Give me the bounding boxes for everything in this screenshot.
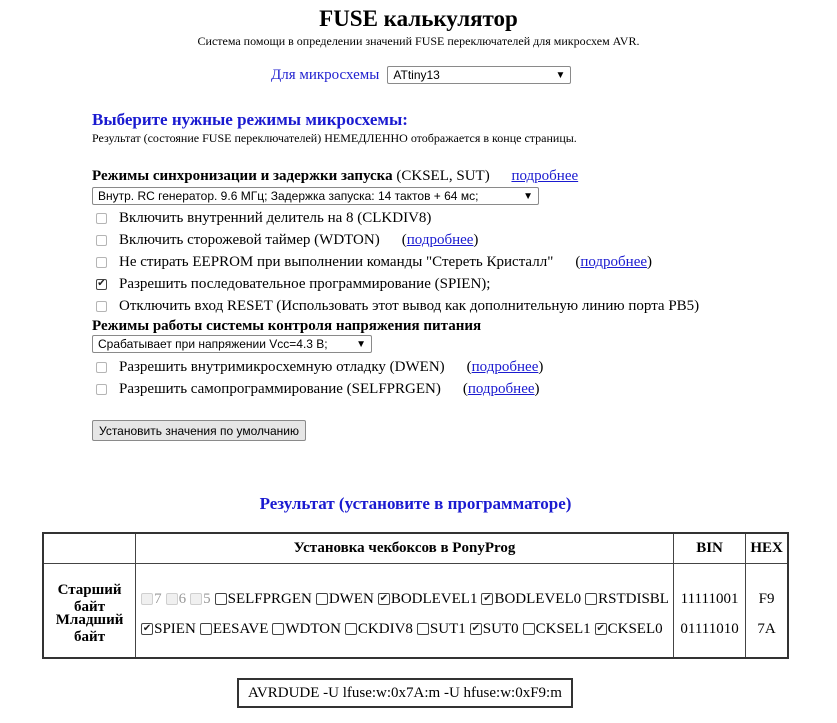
- clock-label-bold: Режимы синхронизации и задержки запуска: [92, 168, 393, 184]
- bit-7: [141, 591, 162, 608]
- bod-label: Режимы работы системы контроля напряжения питания: [92, 318, 482, 334]
- bit-dwen: [316, 591, 374, 608]
- bit-checkbox[interactable]: ✔: [483, 593, 492, 605]
- bit-wdton: [272, 621, 341, 638]
- bit-selfprgen: [215, 591, 312, 608]
- bit-eesave: [200, 621, 269, 638]
- clock-section-label: [92, 168, 578, 185]
- mcu-select-value: ATtiny13: [393, 68, 440, 82]
- bit-label: BODLEVEL1: [390, 590, 478, 607]
- bit-checkbox[interactable]: [200, 623, 212, 635]
- bit-sut0: [470, 621, 519, 638]
- option-more-wrap: (подробнее): [575, 253, 653, 270]
- bit-checkbox[interactable]: [215, 593, 227, 605]
- table-header-row: [43, 533, 788, 563]
- option-row: [96, 252, 652, 272]
- bod-section-label: [92, 318, 481, 335]
- bit-spien: [141, 621, 196, 638]
- option-more-link[interactable]: подробнее: [406, 231, 474, 248]
- bit-checkbox[interactable]: ✔: [471, 623, 480, 635]
- choose-heading: Выберите нужные режимы микросхемы:: [92, 110, 408, 129]
- high-bits-line: [141, 584, 673, 614]
- chevron-down-icon: ▼: [555, 69, 566, 81]
- bod-select[interactable]: [92, 335, 372, 353]
- high-byte-label: Старший байт: [57, 582, 122, 616]
- defaults-button[interactable]: Установить значения по умолчанию: [92, 420, 306, 441]
- option-checkbox[interactable]: [96, 257, 107, 268]
- bit-bodlevel1: [378, 591, 478, 608]
- bit-cksel0: [595, 621, 663, 638]
- option-more-link[interactable]: подробнее: [580, 253, 648, 270]
- bit-6: [166, 591, 187, 608]
- header-bin: BIN: [673, 533, 745, 563]
- clock-label-rest: (CKSEL, SUT): [392, 168, 490, 184]
- option-label: Не стирать EEPROM при выполнении команды "Стереть Кристалл": [119, 253, 554, 270]
- high-hex: F9: [758, 590, 775, 607]
- low-bin: 01111010: [680, 620, 739, 637]
- option-checkbox[interactable]: [96, 235, 107, 246]
- bit-label: SPIEN: [154, 620, 196, 637]
- bit-checkbox[interactable]: [345, 623, 357, 635]
- bit-bodlevel0: [481, 591, 581, 608]
- bit-checkbox[interactable]: [523, 623, 535, 635]
- bit-cksel1: [523, 621, 591, 638]
- option-checkbox[interactable]: [96, 301, 107, 312]
- byte-labels: [43, 563, 136, 658]
- bit-label: RSTDISBL: [598, 590, 669, 607]
- clock-select-value: Внутр. RC генератор. 9.6 МГц; Задержка запуска: 14 тактов + 64 мс;: [98, 189, 479, 203]
- mcu-label: Для микросхемы: [271, 66, 380, 83]
- option-label: Отключить вход RESET (Использовать этот вывод как дополнительную линию порта PB5): [119, 297, 700, 314]
- option-more-link[interactable]: подробнее: [467, 380, 535, 397]
- bit-label: SELFPRGEN: [227, 590, 312, 607]
- choose-note: Результат (состояние FUSE переключателей) НЕМЕДЛЕННО отображается в конце страницы.: [92, 131, 577, 145]
- chevron-down-icon: ▼: [356, 338, 366, 350]
- bit-label: BODLEVEL0: [494, 590, 582, 607]
- bit-checkbox[interactable]: [272, 623, 284, 635]
- low-bits-line: [141, 614, 673, 644]
- bit-label: 6: [178, 590, 187, 607]
- bit-label: CKSEL1: [535, 620, 591, 637]
- bit-label: EESAVE: [212, 620, 269, 637]
- option-label: Включить внутренний делитель на 8 (CLKDIV8): [119, 209, 432, 226]
- bit-checkbox: [166, 593, 178, 605]
- option-row: [96, 274, 490, 294]
- bit-label: WDTON: [285, 620, 341, 637]
- option-checkbox[interactable]: [96, 362, 107, 373]
- table-row: [43, 563, 788, 658]
- high-bin: 11111001: [680, 590, 739, 607]
- bit-checkbox[interactable]: ✔: [142, 623, 152, 635]
- result-title: Результат (установите в программаторе): [259, 494, 572, 513]
- avrdude-command: AVRDUDE -U lfuse:w:0x7A:m -U hfuse:w:0xF9:m: [237, 678, 573, 708]
- header-checkboxes: Установка чекбоксов в PonyProg: [136, 533, 674, 563]
- option-label: Разрешить последовательное программирование (SPIEN);: [119, 275, 491, 292]
- option-row: [96, 357, 543, 377]
- option-row: [96, 208, 431, 228]
- header-empty-cell: [43, 533, 136, 563]
- chevron-down-icon: ▼: [523, 190, 533, 202]
- page-title: FUSE калькулятор: [319, 6, 518, 31]
- bit-label: 7: [154, 590, 162, 607]
- option-checkbox[interactable]: [96, 384, 107, 395]
- bit-label: SUT1: [429, 620, 466, 637]
- option-label: Разрешить внутримикросхемную отладку (DWEN): [119, 358, 445, 375]
- option-row: [96, 379, 540, 399]
- option-label: Включить сторожевой таймер (WDTON): [119, 231, 380, 248]
- bit-checkbox: [141, 593, 153, 605]
- bit-sut1: [417, 621, 466, 638]
- option-row: [96, 296, 699, 316]
- bit-label: 5: [203, 590, 211, 607]
- option-label: Разрешить самопрограммирование (SELFPRGEN): [119, 380, 441, 397]
- bit-label: SUT0: [482, 620, 519, 637]
- bod-select-value: Срабатывает при напряжении Vcc=4.3 В;: [98, 337, 328, 351]
- bit-checkbox[interactable]: [417, 623, 429, 635]
- option-more-wrap: (подробнее): [401, 231, 479, 248]
- low-hex: 7A: [757, 620, 776, 637]
- option-more-wrap: (подробнее): [466, 358, 544, 375]
- bit-checkbox[interactable]: [316, 593, 328, 605]
- mcu-row: [271, 66, 571, 84]
- clock-more-link[interactable]: подробнее: [511, 168, 579, 184]
- clock-select[interactable]: [92, 187, 539, 205]
- bit-rstdisbl: [585, 591, 669, 608]
- option-more-wrap: (подробнее): [462, 380, 540, 397]
- mcu-select[interactable]: [387, 66, 571, 84]
- option-more-link[interactable]: подробнее: [471, 358, 539, 375]
- bit-checkbox: [190, 593, 202, 605]
- option-checkbox[interactable]: ✔: [97, 278, 106, 289]
- result-table: [42, 532, 789, 659]
- hex-cell: [746, 563, 788, 658]
- option-row: [96, 230, 478, 250]
- bits-cell: [136, 563, 674, 658]
- page-subtitle: Система помощи в определении значений FUSE переключателей для микросхем AVR.: [197, 34, 640, 48]
- bit-label: DWEN: [328, 590, 374, 607]
- bit-checkbox[interactable]: ✔: [596, 623, 605, 635]
- bit-ckdiv8: [345, 621, 413, 638]
- option-checkbox[interactable]: [96, 213, 107, 224]
- bit-label: CKSEL0: [607, 620, 663, 637]
- low-byte-label: Младший байт: [55, 612, 124, 646]
- header-hex: HEX: [746, 533, 788, 563]
- bit-5: [190, 591, 211, 608]
- bin-cell: [673, 563, 745, 658]
- bit-label: CKDIV8: [357, 620, 413, 637]
- bit-checkbox[interactable]: [585, 593, 597, 605]
- bit-checkbox[interactable]: ✔: [379, 593, 388, 605]
